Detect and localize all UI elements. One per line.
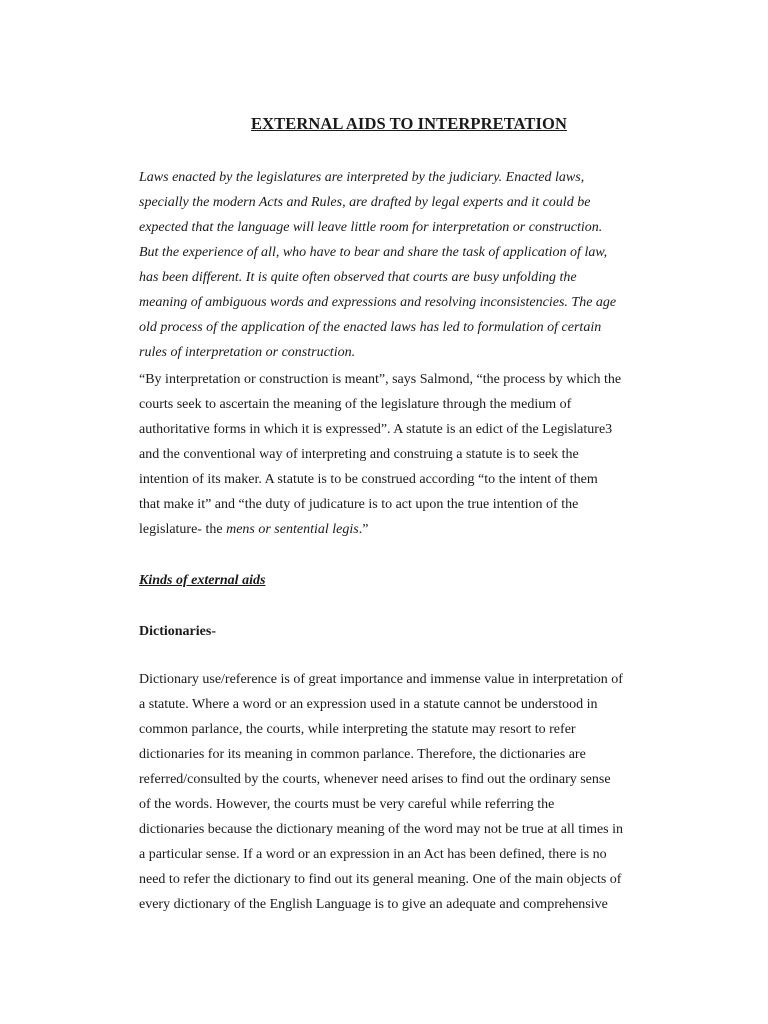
quote-line: that make it” and “the duty of judicature is to act upon the true intention of the — [139, 497, 579, 512]
quote-line-last — [139, 517, 684, 542]
intro-line: specially the modern Acts and Rules, are drafted by legal experts and it could be — [139, 195, 591, 210]
quote-line: courts seek to ascertain the meaning of the legislature through the medium of — [139, 397, 572, 412]
document-title: EXTERNAL AIDS TO INTERPRETATION — [251, 114, 567, 133]
dictionaries-line: every dictionary of the English Language is to give an adequate and comprehensive — [139, 897, 608, 912]
dictionaries-line: Dictionary use/reference is of great importance and immense value in interpretation of — [139, 672, 623, 687]
dictionaries-line: dictionaries because the dictionary meaning of the word may not be true at all times in — [139, 822, 624, 837]
quote-line: authoritative forms in which it is expressed”. A statute is an edict of the Legislature3 — [139, 422, 613, 437]
intro-line: old process of the application of the enacted laws has led to formulation of certain — [139, 320, 602, 335]
intro-line: Laws enacted by the legislatures are interpreted by the judiciary. Enacted laws, — [139, 170, 585, 185]
intro-line: rules of interpretation or construction. — [139, 345, 356, 360]
intro-line: expected that the language will leave little room for interpretation or construction. — [139, 220, 603, 235]
quote-line: and the conventional way of interpreting and construing a statute is to seek the — [139, 447, 579, 462]
kinds-of-external-aids-heading: Kinds of external aids — [139, 573, 266, 588]
dictionaries-heading: Dictionaries- — [139, 624, 216, 639]
quote-line: “By interpretation or construction is meant”, says Salmond, “the process by which the — [139, 372, 622, 387]
dictionaries-line: a statute. Where a word or an expression used in a statute cannot be understood in — [139, 697, 598, 712]
dictionaries-line: of the words. However, the courts must be very careful while referring the — [139, 797, 555, 812]
quote-last-prefix: legislature- the — [139, 522, 227, 537]
quote-last-italic: mens or sentential legis — [226, 522, 359, 537]
intro-paragraph — [139, 165, 684, 365]
salmond-quote-paragraph — [139, 367, 684, 542]
dictionaries-paragraph — [139, 667, 684, 917]
intro-line: But the experience of all, who have to bear and share the task of application of law, — [139, 245, 608, 260]
dictionaries-line: referred/consulted by the courts, whenever need arises to find out the ordinary sense — [139, 772, 611, 787]
quote-line: intention of its maker. A statute is to be construed according “to the intent of them — [139, 472, 598, 487]
intro-line: meaning of ambiguous words and expressions and resolving inconsistencies. The age — [139, 295, 617, 310]
quote-last-suffix: .” — [358, 522, 369, 537]
dictionaries-line: dictionaries for its meaning in common parlance. Therefore, the dictionaries are — [139, 747, 586, 762]
intro-line: has been different. It is quite often observed that courts are busy unfolding the — [139, 270, 577, 285]
dictionaries-line: a particular sense. If a word or an expression in an Act has been defined, there is no — [139, 847, 607, 862]
dictionaries-line: common parlance, the courts, while interpreting the statute may resort to refer — [139, 722, 576, 737]
dictionaries-line: need to refer the dictionary to find out its general meaning. One of the main objects of — [139, 872, 622, 887]
